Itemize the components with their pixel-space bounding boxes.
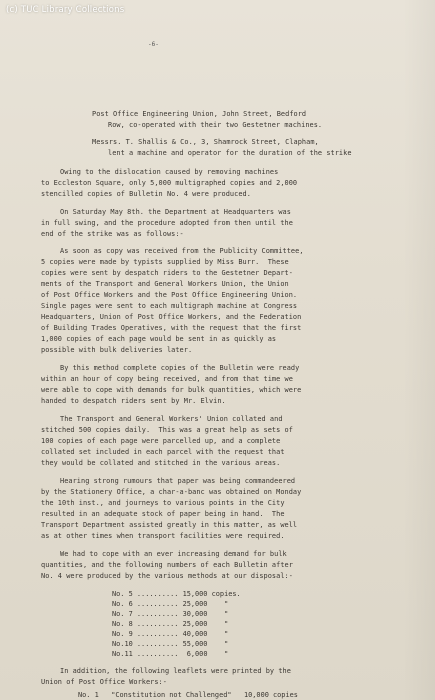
leader-dots: ..........: [136, 650, 179, 658]
intro-line: Messrs. T. Shallis & Co., 3, Shamrock Street, Clapham,: [92, 138, 319, 146]
text-line: of Post Office Workers and the Post Office Engineering Union.: [41, 291, 298, 299]
text-line: 5 copies were made by typists supplied by Miss Burr. These: [41, 258, 289, 266]
bulletin-number: No. 8: [112, 620, 133, 628]
list-item: [112, 610, 228, 618]
copy-count: 25,000: [182, 620, 208, 628]
bulletin-number: No. 5: [112, 590, 133, 598]
unit: ": [224, 600, 229, 608]
leaflet-number: No. 1: [78, 691, 99, 699]
text-line: Owing to the dislocation caused by removing machines: [60, 168, 279, 176]
list-item: [112, 630, 228, 638]
copy-count: 25,000: [182, 600, 208, 608]
leaflet-intro-line: In addition, the following leaflets were printed by the: [60, 667, 291, 675]
text-line: Hearing strong rumours that paper was being commandeered: [60, 477, 296, 485]
text-line: 100 copies of each page were parcelled up, and a complete: [41, 437, 281, 445]
leader-dots: ..........: [136, 620, 179, 628]
text-line: Headquarters, Union of Post Office Workers, and the Federation: [41, 313, 302, 321]
text-line: of Building Trades Operatives, with the request that the first: [41, 324, 302, 332]
text-line: By this method complete copies of the Bulletin were ready: [60, 364, 300, 372]
list-item: [112, 640, 228, 648]
text-line: stencilled copies of Bulletin No. 4 were produced.: [41, 190, 251, 198]
leader-dots: ..........: [136, 600, 179, 608]
copy-count: 15,000: [182, 590, 208, 598]
text-line: The Transport and General Workers' Union collated and: [60, 415, 283, 423]
text-line: collated set included in each parcel with the request that: [41, 448, 285, 456]
unit: ": [224, 630, 229, 638]
copy-count: 40,000: [182, 630, 208, 638]
text-line: 1,000 copies of each page would be sent in as quickly as: [41, 335, 277, 343]
text-line: to Eccleston Square, only 5,000 multigraphed copies and 2,000: [41, 179, 298, 187]
text-line: quantities, and the following numbers of each Bulletin after: [41, 561, 293, 569]
text-line: ments of the Transport and General Workers Union, the Union: [41, 280, 289, 288]
bulletin-number: No. 6: [112, 600, 133, 608]
bulletin-number: No. 7: [112, 610, 133, 618]
text-line: by the Stationery Office, a char-a-banc was obtained on Monday: [41, 488, 302, 496]
text-line: end of the strike was as follows:-: [41, 230, 184, 238]
list-item: [78, 691, 298, 699]
unit: ": [224, 640, 229, 648]
text-line: possible with bulk deliveries later.: [41, 346, 193, 354]
copy-count: 30,000: [182, 610, 208, 618]
copy-count: 10,000 copies: [243, 691, 298, 699]
text-line: copies were sent by despatch riders to the Gestetner Depart-: [41, 269, 293, 277]
text-line: On Saturday May 8th. the Department at Headquarters was: [60, 208, 291, 216]
text-line: As soon as copy was received from the Publicity Committee,: [60, 247, 304, 255]
text-line: We had to cope with an ever increasing demand for bulk: [60, 550, 287, 558]
leader-dots: ..........: [136, 630, 179, 638]
leader-dots: ..........: [136, 610, 179, 618]
unit: ": [224, 650, 229, 658]
text-line: No. 4 were produced by the various methods at our disposal:-: [41, 572, 293, 580]
leaflet-title: "Constitution not Challenged": [111, 691, 232, 699]
text-line: they would be collated and stitched in the various areas.: [41, 459, 281, 467]
bulletin-number: No.10: [112, 640, 133, 648]
text-line: were able to cope with demands for bulk quantities, which were: [41, 386, 302, 394]
text-line: within an hour of copy being received, and from that time we: [41, 375, 293, 383]
leader-dots: ..........: [136, 590, 179, 598]
intro-line: Post Office Engineering Union, John Street, Bedford: [92, 110, 307, 118]
list-item: [112, 620, 228, 628]
text-line: in full swing, and the procedure adopted from then until the: [41, 219, 293, 227]
leader-dots: ..........: [136, 640, 179, 648]
intro-line: Row, co-operated with their two Gestetner machines.: [108, 121, 323, 129]
unit: ": [224, 620, 229, 628]
intro-line: lent a machine and operator for the duration of the strike: [108, 149, 352, 157]
watermark: (c) TUC Library Collections: [6, 5, 125, 15]
leaflet-intro-line: Union of Post Office Workers:-: [41, 678, 167, 686]
page-shadow: [403, 0, 435, 700]
copy-count: 6,000: [186, 650, 208, 658]
bulletin-number: No. 9: [112, 630, 133, 638]
list-item: [112, 600, 228, 608]
copy-count: 55,000: [182, 640, 208, 648]
bulletin-number: No.11: [112, 650, 133, 658]
text-line: handed to despatch riders sent by Mr. Elvin.: [41, 397, 226, 405]
unit: copies.: [211, 590, 241, 598]
text-line: Single pages were sent to each multigraph machine at Congress: [41, 302, 298, 310]
text-line: Transport Department assisted greatly in this matter, as well: [41, 521, 298, 529]
text-line: resulted in an adequate stock of paper being in hand. The: [41, 510, 285, 518]
text-line: as at other times when transport facilities were required.: [41, 532, 285, 540]
list-item: [112, 650, 228, 658]
text-line: the 10th inst., and journeys to various points in the City: [41, 499, 285, 507]
text-line: stitched 500 copies daily. This was a great help as sets of: [41, 426, 293, 434]
page-number: -6-: [148, 41, 159, 48]
list-item: [112, 590, 241, 598]
unit: ": [224, 610, 229, 618]
